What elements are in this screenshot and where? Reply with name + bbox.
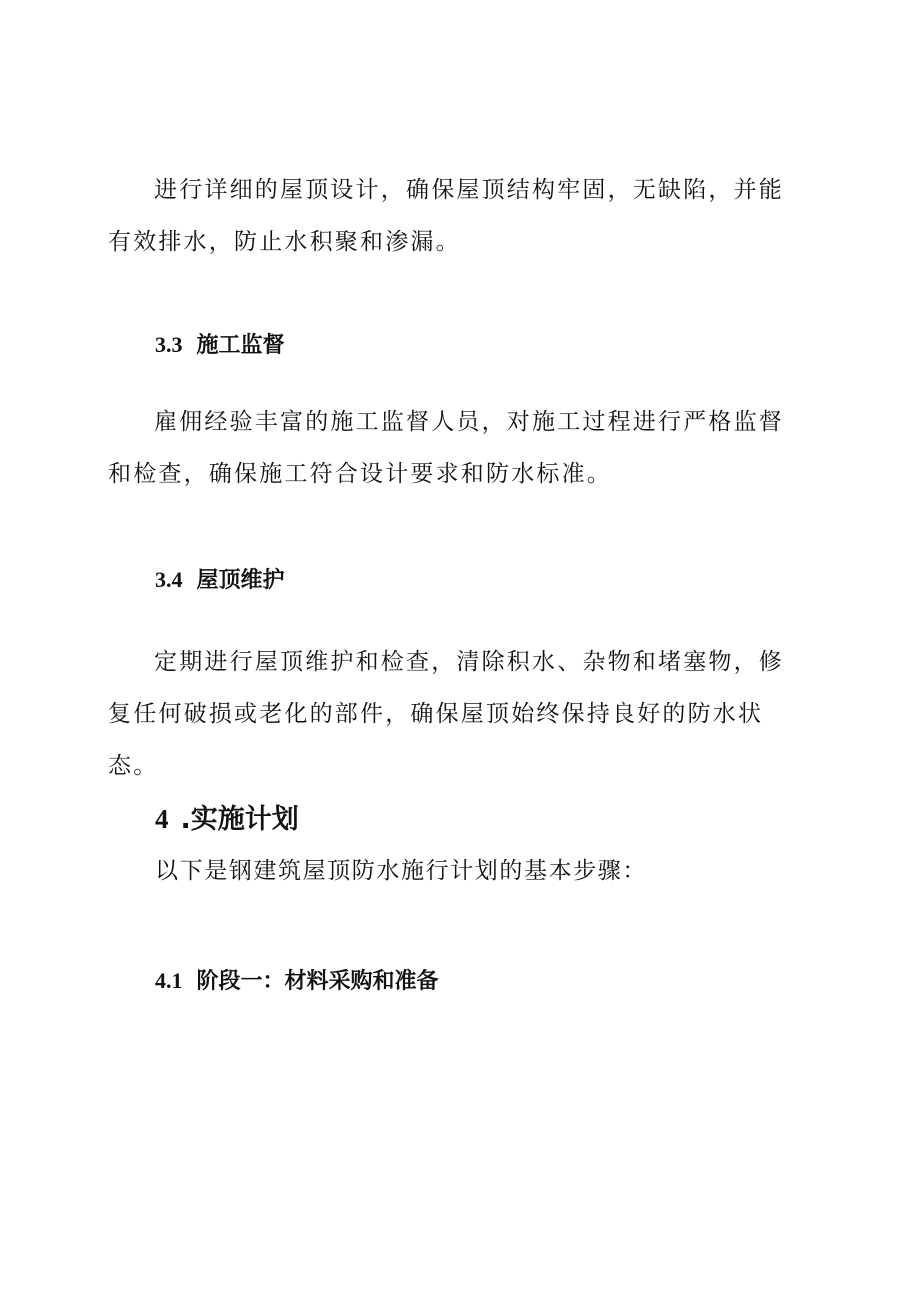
section-4-intro: 以下是钢建筑屋顶防水施行计划的基本步骤： bbox=[155, 858, 647, 884]
section-number: 4.1 bbox=[155, 968, 183, 993]
section-title: 屋顶维护 bbox=[196, 568, 285, 593]
section-title: .实施计划 bbox=[180, 804, 299, 835]
section-title: 施工监督 bbox=[196, 333, 285, 358]
section-number: 3.3 bbox=[155, 332, 183, 357]
section-heading-3-3 bbox=[155, 330, 285, 361]
section-heading-4 bbox=[155, 801, 299, 838]
paragraph-construction-supervision: 雇佣经验丰富的施工监督人员，对施工过程进行严格监督和检查，确保施工符合设计要求和防水标准。 bbox=[108, 409, 784, 487]
section-heading-3-4 bbox=[155, 565, 285, 596]
paragraph-roof-maintenance: 定期进行屋顶维护和检查，清除积水、杂物和堵塞物，修复任何破损或老化的部件，确保屋顶始终保持良好的防水状态。 bbox=[108, 649, 784, 779]
section-number: 3.4 bbox=[155, 567, 183, 592]
section-number: 4 bbox=[155, 804, 169, 834]
paragraph-roof-design: 进行详细的屋顶设计，确保屋顶结构牢固，无缺陷，并能有效排水，防止水积聚和渗漏。 bbox=[108, 177, 784, 255]
section-heading-4-1 bbox=[155, 966, 439, 997]
section-title: 阶段一：材料采购和准备 bbox=[196, 969, 439, 994]
